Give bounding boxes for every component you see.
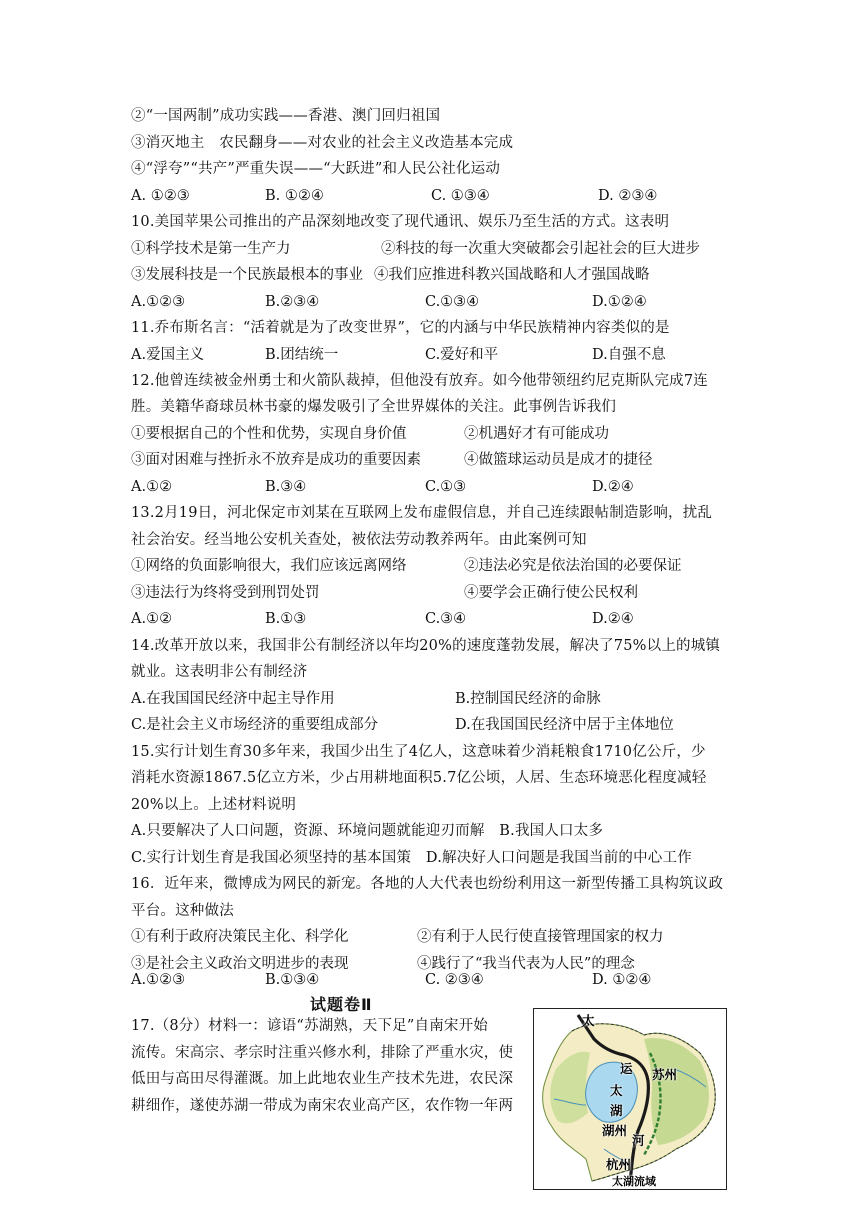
answer-d: D.②④ (592, 479, 634, 495)
answer-b: B.③④ (265, 479, 307, 495)
answer-a: A.①②③ (131, 294, 186, 310)
answer-b: B.①③④ (265, 972, 320, 988)
statement-2: ②机遇好才有可能成功 (464, 426, 609, 442)
q11-stem: 11.乔布斯名言：“活着就是为了改变世界”，它的内涵与中华民族精神内容类似的是 (131, 320, 670, 336)
answer-d: D. ②③④ (598, 188, 658, 204)
q9-option-3: ③消灭地主 农民翻身——对农业的社会主义改造基本完成 (131, 135, 514, 151)
q10-stem: 10.美国苹果公司推出的产品深刻地改变了现代通讯、娱乐乃至生活的方式。这表明 (131, 214, 670, 230)
q9-option-4: ④“浮夸”“共产”严重失误——“大跃进”和人民公社化运动 (131, 161, 501, 177)
q15-answers-1: A.只要解决了人口问题，资源、环境问题就能迎刃而解 B.我国人口太多 (131, 823, 604, 839)
statement-1: ①网络的负面影响很大，我们应该远离网络 (131, 558, 407, 574)
q12-stem-1: 12.他曾连续被金州勇士和火箭队裁掉，但他没有放弃。如今他带领纽约尼克斯队完成7连 (131, 373, 708, 389)
statement-3: ③面对困难与挫折永不放弃是成功的重要因素 (131, 452, 421, 468)
answer-d: D. ①②④ (592, 972, 652, 988)
statement-1: ①有利于政府决策民主化、科学化 (131, 929, 349, 945)
answer-c: C.③④ (425, 611, 467, 627)
map-label-suzhou: 苏州 (652, 1067, 678, 1082)
q14-stem-1: 14.改革开放以来，我国非公有制经济以年均20%的速度蓬勃发展，解决了75%以上的城镇 (131, 638, 721, 654)
answer-a: A.①② (131, 479, 173, 495)
q15-stem-1: 15.实行计划生育30多年来，我国少出生了4亿人，这意味着少消耗粮食1710亿公斤，少 (131, 744, 706, 760)
map-label-huzhou: 湖州 (602, 1123, 628, 1138)
answer-c: C.①③④ (425, 294, 480, 310)
map-label-he: 河 (632, 1133, 645, 1148)
answer-d: D.①②④ (592, 294, 647, 310)
q12-stem-2: 胜。美籍华裔球员林书豪的爆发吸引了全世界媒体的关注。此事例告诉我们 (131, 399, 617, 415)
statement-2: ②违法必究是依法治国的必要保证 (464, 558, 682, 574)
q17-text-3: 低田与高田尽得灌溉。加上此地农业生产技术先进，农民深 (131, 1071, 514, 1087)
answer-c: C.爱好和平 (425, 347, 499, 363)
q16-stem-1: 16．近年来，微博成为网民的新宠。各地的人大代表也纷纷利用这一新型传播工具构筑议政 (131, 876, 724, 892)
q13-stem-1: 13.2月19日，河北保定市刘某在互联网上发布虚假信息，并自己连续跟帖制造影响，扰乱 (131, 505, 713, 521)
statement-2: ②科技的每一次重大突破都会引起社会的巨大进步 (381, 241, 700, 257)
statement-3: ③是社会主义政治文明进步的表现 (131, 956, 349, 972)
statement-4: ④要学会正确行使公民权利 (464, 585, 638, 601)
section-title: 试题卷Ⅱ (310, 995, 373, 1014)
answer-b: B.控制国民经济的命脉 (455, 691, 601, 707)
map-label-yun: 运 (620, 1061, 633, 1076)
answer-a: A.①② (131, 611, 173, 627)
answer-a: A. ①②③ (131, 188, 190, 204)
statement-2: ②有利于人民行使直接管理国家的权力 (417, 929, 664, 945)
q15-stem-3: 20%以上。上述材料说明 (131, 797, 297, 813)
answer-d: D.自强不息 (592, 347, 666, 363)
answer-a: A.爱国主义 (131, 347, 205, 363)
map-caption: 太湖流域 (612, 1175, 656, 1188)
answer-d: D.②④ (592, 611, 634, 627)
q17-text-2: 流传。宋高宗、孝宗时注重兴修水利，排除了严重水灾，使 (131, 1045, 514, 1061)
answer-d: D.在我国国民经济中居于主体地位 (455, 717, 674, 733)
statement-4: ④我们应推进科教兴国战略和人才强国战略 (374, 267, 650, 283)
map-label-hu: 湖 (610, 1103, 623, 1118)
taihu-basin-map (533, 1008, 727, 1190)
q17-text-1: 17.（8分）材料一：谚语“苏湖熟，天下足”自南宋开始 (131, 1018, 489, 1034)
answer-c: C. ②③④ (425, 972, 484, 988)
statement-4: ④践行了“我当代表为人民”的理念 (417, 956, 635, 972)
statement-4: ④做篮球运动员是成才的捷径 (464, 452, 653, 468)
statement-3: ③违法行为终将受到刑罚处罚 (131, 585, 320, 601)
map-label-tai2: 太 (610, 1083, 623, 1098)
map-label-hangzhou: 杭州 (606, 1157, 632, 1172)
answer-c: C.是社会主义市场经济的重要组成部分 (131, 717, 379, 733)
q16-stem-2: 平台。这种做法 (131, 903, 234, 919)
answer-c: C. ①③④ (431, 188, 490, 204)
answer-a: A.在我国国民经济中起主导作用 (131, 691, 335, 707)
statement-1: ①科学技术是第一生产力 (131, 241, 291, 257)
answer-b: B.②③④ (265, 294, 320, 310)
answer-b: B.团结统一 (265, 347, 339, 363)
q15-answers-2: C.实行计划生育是我国必须坚持的基本国策 D.解决好人口问题是我国当前的中心工作 (131, 850, 692, 866)
answer-b: B. ①②④ (265, 188, 324, 204)
q13-stem-2: 社会治安。经当地公安机关查处，被依法劳动教养两年。由此案例可知 (131, 532, 587, 548)
answer-a: A.①②③ (131, 972, 186, 988)
map-label-tai: 太 (582, 1013, 595, 1028)
q17-text-4: 耕细作，遂使苏湖一带成为南宋农业高产区，农作物一年两 (131, 1098, 514, 1114)
statement-1: ①要根据自己的个性和优势，实现自身价值 (131, 426, 407, 442)
q9-option-2: ②“一国两制”成功实践——香港、澳门回归祖国 (131, 108, 441, 124)
answer-b: B.①③ (265, 611, 307, 627)
statement-3: ③发展科技是一个民族最根本的事业 (131, 267, 363, 283)
answer-c: C.①③ (425, 479, 467, 495)
q15-stem-2: 消耗水资源1867.5亿立方米，少占用耕地面积5.7亿公顷，人居、生态环境恶化程度减轻 (131, 770, 707, 786)
q14-stem-2: 就业。这表明非公有制经济 (131, 664, 308, 680)
